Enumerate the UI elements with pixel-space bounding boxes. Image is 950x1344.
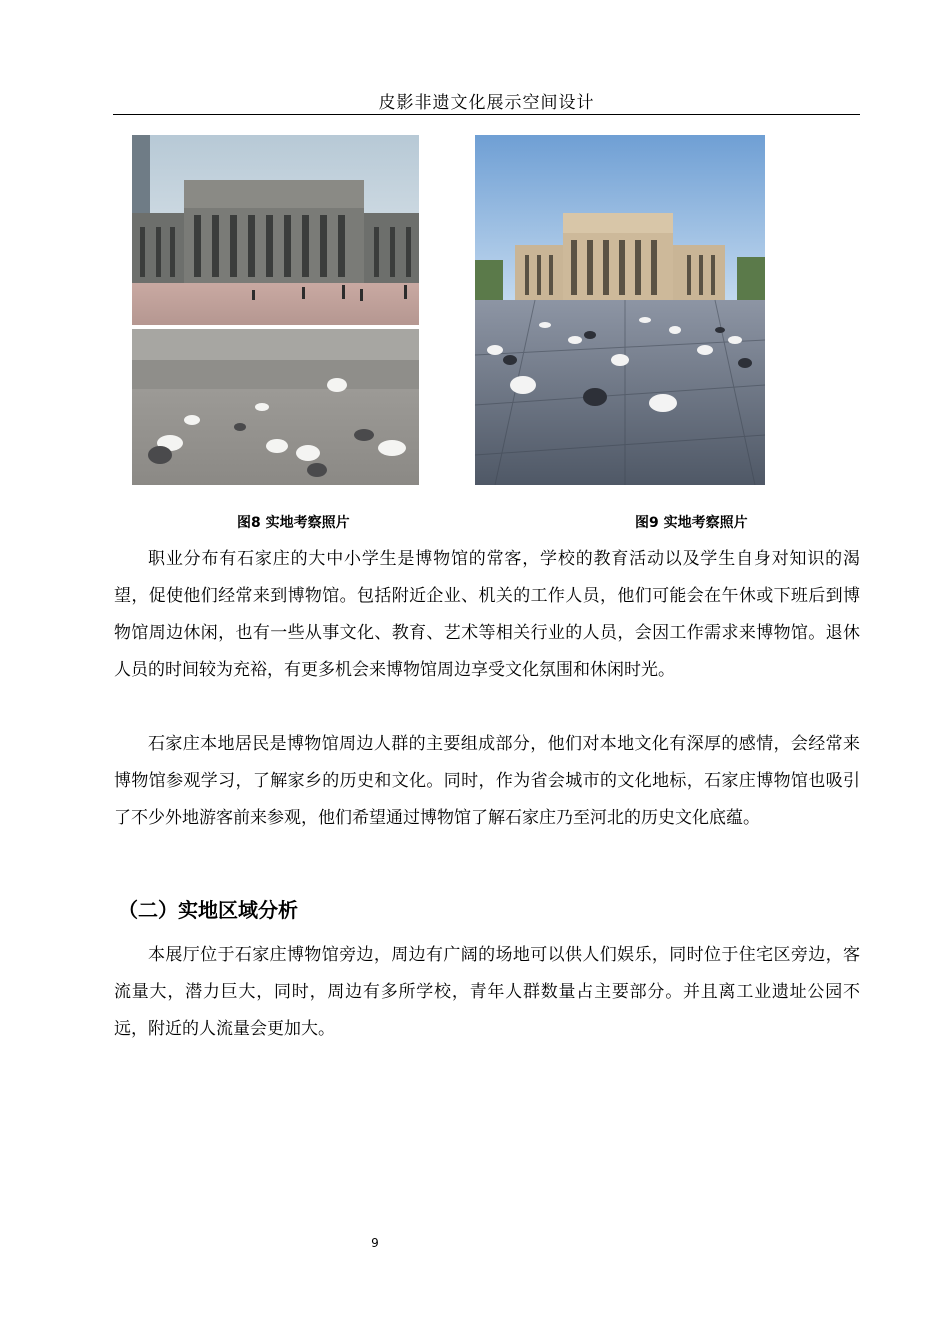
section-heading: （二）实地区域分析	[118, 898, 298, 922]
figure-9-caption: 图9 实地考察照片	[635, 515, 748, 531]
page-number: 9	[371, 1236, 379, 1250]
figure-8-caption: 图8 实地考察照片	[237, 515, 350, 531]
header-rule	[113, 114, 860, 115]
body-paragraph-residents: 石家庄本地居民是博物馆周边人群的主要组成部分，他们对本地文化有深厚的感情，会经常来博物馆参观学习，了解家乡的历史和文化。同时，作为省会城市的文化地标，石家庄博物馆也吸引了不少外地游客前来参观，他们希望通过博物馆了解石家庄乃至河北的历史文化底蕴。	[114, 734, 860, 828]
body-paragraph-site-analysis: 本展厅位于石家庄博物馆旁边，周边有广阔的场地可以供人们娱乐，同时位于住宅区旁边，客流量大，潜力巨大，同时，周边有多所学校，青年人群数量占主要部分。并且离工业遗址公园不远，附近的人流量会更加大。	[114, 945, 860, 1039]
figure-8-photo	[132, 135, 419, 485]
body-paragraph-occupation: 职业分布有石家庄的大中小学生是博物馆的常客，学校的教育活动以及学生自身对知识的渴望，促使他们经常来到博物馆。包括附近企业、机关的工作人员，他们可能会在午休或下班后到博物馆周边休闲，也有一些从事文化、教育、艺术等相关行业的人员，会因工作需求来博物馆。退休人员的时间较为充裕，有更多机会来博物馆周边享受文化氛围和休闲时光。	[114, 549, 860, 680]
running-header-title: 皮影非遗文化展示空间设计	[378, 93, 595, 113]
figure-9-photo	[475, 135, 765, 485]
